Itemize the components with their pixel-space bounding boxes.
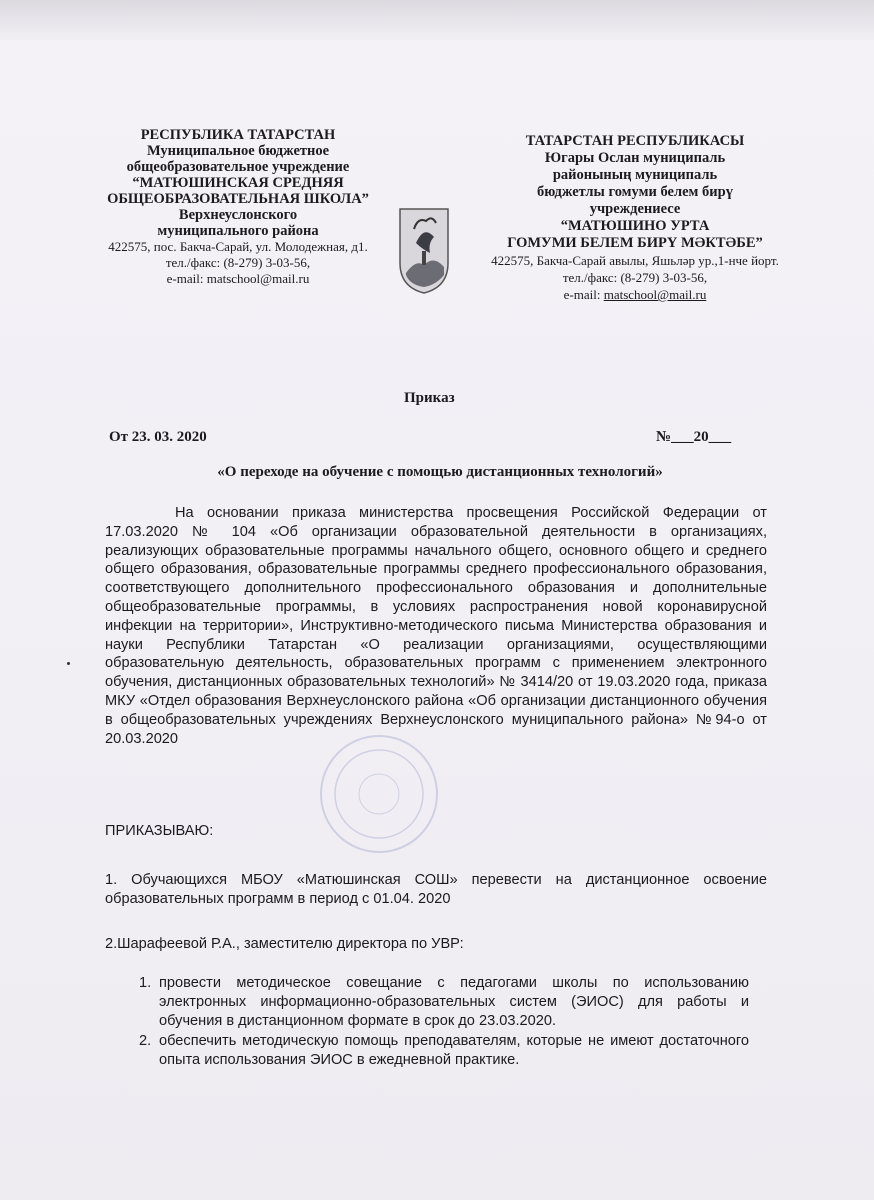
header-left-phone: тел./факс: (8-279) 3-03-56, — [165, 255, 311, 270]
subitem-list — [139, 974, 749, 1071]
header-right-line: “МАТЮШИНО УРТА — [560, 218, 710, 234]
scan-speck — [67, 662, 70, 665]
document-number: №___20___ — [656, 429, 732, 445]
header-left-line: ОБЩЕОБРАЗОВАТЕЛЬНАЯ ШКОЛА” — [107, 191, 369, 207]
list-item-text: обеспечить методическую помощь преподавателям, которые не имеют достаточного опыта использования ЭИОС в ежедневной практике. — [159, 1033, 749, 1068]
header-left-line: муниципального района — [157, 223, 319, 239]
list-item-number: 1. — [139, 975, 152, 991]
document-date: От 23. 03. 2020 — [109, 429, 207, 445]
header-right-line: ГОМУМИ БЕЛЕМ БИРҮ МӘКТӘБЕ” — [507, 235, 763, 251]
email-link[interactable]: matschool@mail.ru — [603, 287, 707, 302]
list-item — [139, 974, 749, 1031]
header-right-line: учреждениесе — [589, 201, 681, 217]
scan-edge — [0, 0, 874, 40]
coat-of-arms-icon — [396, 203, 452, 295]
header-right-line: районының муниципаль — [552, 167, 718, 183]
header-right-line: Югары Ослан муниципаль — [544, 150, 726, 166]
header-left-line: “МАТЮШИНСКАЯ СРЕДНЯЯ — [132, 175, 344, 191]
header-left — [88, 127, 388, 287]
header-right-line: бюджетлы гомуми белем бирү — [537, 184, 733, 200]
list-item — [139, 1032, 749, 1070]
order-heading: ПРИКАЗЫВАЮ: — [105, 823, 214, 839]
header-right-email — [470, 286, 800, 303]
document-subject: «О переходе на обучение с помощью дистанционных технологий» — [217, 464, 663, 480]
header-left-line: Муниципальное бюджетное — [146, 143, 330, 159]
header-left-address: 422575, пос. Бакча-Сарай, ул. Молодежная, д1. — [108, 239, 368, 254]
header-right — [470, 133, 800, 303]
header-right-address: 422575, Бакча-Сарай авылы, Яшьләр ур.,1-нче йорт. — [491, 253, 779, 268]
list-item-number: 2. — [139, 1033, 152, 1049]
email-prefix: e-mail: — [563, 287, 604, 302]
stamp-icon — [318, 733, 440, 855]
header-left-line: Верхнеуслонского — [178, 207, 298, 223]
header-right-phone: тел./факс: (8-279) 3-03-56, — [562, 270, 708, 285]
list-item-text: провести методическое совещание с педагогами школы по использованию электронных информационно-образовательных систем (ЭИОС) для работы и обучения в дистанционном формате в срок до 23.03.2020. — [159, 975, 749, 1029]
document-title: Приказ — [404, 390, 455, 406]
header-right-line: ТАТАРСТАН РЕСПУБЛИКАСЫ — [525, 133, 745, 149]
header-left-email: e-mail: matschool@mail.ru — [166, 271, 310, 286]
header-left-line: общеобразовательное учреждение — [126, 159, 350, 175]
order-point-2: 2.Шарафеевой Р.А., заместителю директора по УВР: — [105, 936, 464, 952]
header-left-line: РЕСПУБЛИКА ТАТАРСТАН — [140, 127, 336, 143]
body-paragraph: На основании приказа министерства просвещения Российской Федерации от 17.03.2020 № 104 «Об организации образовательной деятельности в организациях, реализующих образовательные программы начального общего, основного общего и среднего общего образования, образовательные программы среднего профессионального образования, соответствующего дополнительного профессионального образования и дополнительные общеобразовательные программы, в условиях распространения новой коронавирусной инфекции на территории», Инструктивно-методического письма Министерства образования и науки Республики Татарстан «О реализации организациями, осуществляющими образовательную деятельность, образовательных программ с применением электронного обучения, дистанционных образовательных технологий» № 3414/20 от 19.03.2020 года, приказа МКУ «Отдел образования Верхнеуслонского района «Об организации дистанционного обучения в общеобразовательных учреждениях Верхнеуслонского муниципального района» №94-о от 20.03.2020 — [105, 505, 767, 747]
order-point-1: 1. Обучающихся МБОУ «Матюшинская СОШ» перевести на дистанционное освоение образовательных программ в период с 01.04. 2020 — [105, 872, 767, 907]
